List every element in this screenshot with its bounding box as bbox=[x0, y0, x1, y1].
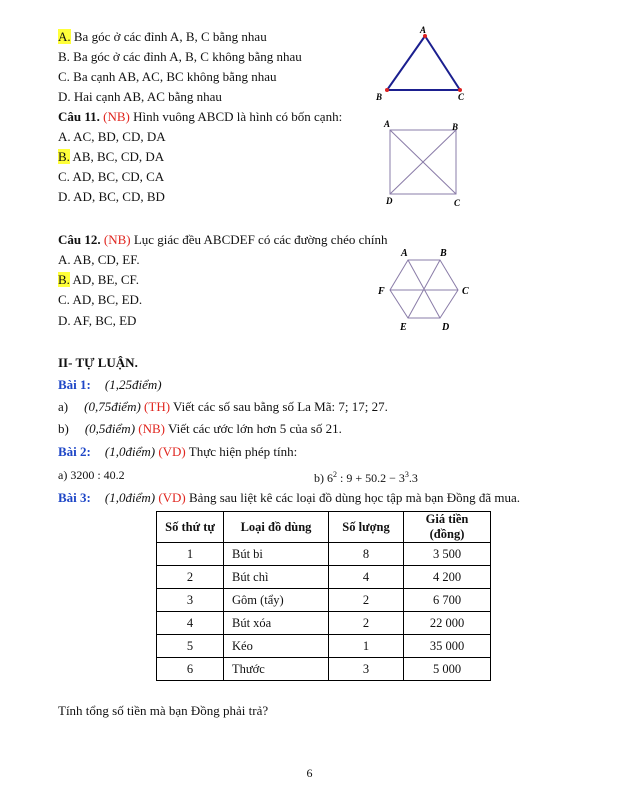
table-cell: Gôm (tẩy) bbox=[224, 589, 329, 612]
table-cell: 1 bbox=[157, 543, 224, 566]
hexagon-label-f: F bbox=[378, 286, 385, 297]
table-cell: 2 bbox=[329, 589, 404, 612]
table-row bbox=[157, 543, 491, 566]
bai3-level: (VD) bbox=[158, 490, 186, 505]
bai1-part-a bbox=[58, 399, 388, 415]
bai3-heading bbox=[58, 490, 520, 506]
q12-option-c: C. AD, BC, ED. bbox=[58, 292, 143, 307]
table-cell: 22 000 bbox=[404, 612, 491, 635]
table-row bbox=[157, 635, 491, 658]
bai3-text: Bảng sau liệt kê các loại đồ dùng học tập mà bạn Đồng đã mua. bbox=[185, 490, 521, 505]
bai1-points: (1,25điểm) bbox=[104, 377, 162, 392]
table-row bbox=[157, 658, 491, 681]
q11-question bbox=[58, 109, 342, 125]
triangle-label-b: B bbox=[376, 92, 383, 102]
triangle-label-c: C bbox=[458, 92, 465, 102]
hexagon-label-b: B bbox=[440, 248, 447, 259]
table-cell: 2 bbox=[157, 566, 224, 589]
table-cell: Bút xóa bbox=[224, 612, 329, 635]
square-label-d: D bbox=[386, 196, 393, 206]
bai1-b-text: Viết các ước lớn hơn 5 của số 21. bbox=[165, 421, 342, 436]
bai2-b-expr-2-sup: 3 bbox=[404, 470, 409, 479]
bai2-b-expr-1: 6 bbox=[327, 471, 333, 485]
q12-level: (NB) bbox=[103, 232, 131, 247]
table-cell: 3 bbox=[157, 589, 224, 612]
page-number: 6 bbox=[306, 766, 313, 780]
supplies-table bbox=[156, 511, 491, 681]
bai1-b-label: b) bbox=[58, 421, 69, 436]
q12-text: Lục giác đều ABCDEF có các đường chéo chính bbox=[130, 232, 388, 247]
bai2-text: Thực hiện phép tính: bbox=[185, 444, 298, 459]
q11-option-b bbox=[58, 149, 164, 165]
table-cell: 5 000 bbox=[404, 658, 491, 681]
q11-title: Câu 11. bbox=[58, 109, 100, 124]
table-cell: Bút chì bbox=[224, 566, 329, 589]
table-row bbox=[157, 612, 491, 635]
table-cell: 5 bbox=[157, 635, 224, 658]
q11-option-d: D. AD, BC, CD, BD bbox=[58, 189, 165, 204]
q11-level: (NB) bbox=[103, 109, 130, 124]
q11-option-b-letter: B. bbox=[58, 149, 70, 164]
closing-question: Tính tổng số tiền mà bạn Đồng phải trả? bbox=[58, 703, 269, 718]
q10-option-a-text: Ba góc ở các đỉnh A, B, C bằng nhau bbox=[70, 29, 267, 44]
bai2-heading bbox=[58, 444, 297, 460]
triangle-figure bbox=[370, 24, 480, 104]
q12-option-d: D. AF, BC, ED bbox=[58, 313, 137, 328]
bai2-part-b bbox=[314, 467, 418, 486]
table-cell: 6 700 bbox=[404, 589, 491, 612]
table-header-row bbox=[157, 512, 491, 543]
q12-option-a: A. AB, CD, EF. bbox=[58, 252, 140, 267]
table-cell: 4 bbox=[329, 566, 404, 589]
bai3-label: Bài 3: bbox=[58, 490, 91, 505]
bai2-level: (VD) bbox=[158, 444, 186, 459]
hexagon-label-d: D bbox=[442, 322, 450, 332]
table-cell: Bút bi bbox=[224, 543, 329, 566]
hexagon-label-c: C bbox=[462, 286, 469, 297]
table-cell: 8 bbox=[329, 543, 404, 566]
q12-question bbox=[58, 232, 387, 248]
triangle-vertex-b bbox=[385, 88, 389, 92]
table-cell: 4 bbox=[157, 612, 224, 635]
q10-option-b: B. Ba góc ở các đỉnh A, B, C không bằng nhau bbox=[58, 49, 302, 64]
table-header: Số lượng bbox=[329, 512, 404, 543]
bai3-points: (1,0điểm) bbox=[104, 490, 156, 505]
q11-option-c: C. AD, BC, CD, CA bbox=[58, 169, 165, 184]
bai2-part-a bbox=[58, 467, 125, 483]
q12-option-b-text: AD, BE, CF. bbox=[69, 272, 139, 287]
square-figure bbox=[378, 118, 478, 210]
table-cell: 2 bbox=[329, 612, 404, 635]
bai1-part-b bbox=[58, 421, 342, 437]
bai2-a-label: a) bbox=[58, 468, 68, 482]
bai1-a-level: (TH) bbox=[144, 399, 171, 414]
table-row bbox=[157, 566, 491, 589]
triangle-label-a: A bbox=[420, 25, 427, 35]
triangle-shape bbox=[387, 36, 460, 90]
q11-text: Hình vuông ABCD là hình có bốn cạnh: bbox=[129, 109, 343, 124]
table-cell: 6 bbox=[157, 658, 224, 681]
bai2-points: (1,0điểm) bbox=[104, 444, 156, 459]
table-cell: 3 500 bbox=[404, 543, 491, 566]
hexagon-label-e: E bbox=[400, 322, 407, 332]
square-label-a: A bbox=[384, 119, 391, 129]
bai1-label: Bài 1: bbox=[58, 377, 91, 392]
bai1-b-points: (0,5điểm) bbox=[84, 421, 136, 436]
bai2-b-expr-3: .3 bbox=[408, 471, 418, 485]
table-header: Loại đồ dùng bbox=[224, 512, 329, 543]
table-cell: 35 000 bbox=[404, 635, 491, 658]
bai1-a-text: Viết các số sau bằng số La Mã: 7; 17; 27. bbox=[170, 399, 388, 414]
q11-option-a: A. AC, BD, CD, DA bbox=[58, 129, 166, 144]
square-label-c: C bbox=[454, 198, 461, 208]
bai1-a-label: a) bbox=[58, 399, 69, 414]
table-header: Số thứ tự bbox=[157, 512, 224, 543]
bai1-a-points: (0,75điểm) bbox=[84, 399, 141, 414]
square-label-b: B bbox=[452, 122, 459, 132]
bai2-label: Bài 2: bbox=[58, 444, 91, 459]
section-title: II- TỰ LUẬN. bbox=[58, 355, 138, 370]
bai2-b-expr-1-sup: 2 bbox=[333, 470, 337, 479]
q10-option-a bbox=[58, 29, 267, 45]
bai1-heading bbox=[58, 377, 162, 393]
q11-option-b-text: AB, BC, CD, DA bbox=[69, 149, 165, 164]
bai1-b-level: (NB) bbox=[138, 421, 165, 436]
table-cell: 1 bbox=[329, 635, 404, 658]
table-cell: Kéo bbox=[224, 635, 329, 658]
bai2-b-label: b) bbox=[314, 471, 324, 485]
table-row bbox=[157, 589, 491, 612]
hexagon-label-a: A bbox=[401, 248, 408, 259]
q10-option-d: D. Hai cạnh AB, AC bằng nhau bbox=[58, 89, 222, 104]
hexagon-figure bbox=[374, 246, 478, 332]
bai2-a-expr: 3200 : 40.2 bbox=[70, 468, 125, 482]
q10-option-c: C. Ba cạnh AB, AC, BC không bằng nhau bbox=[58, 69, 277, 84]
q10-option-a-letter: A. bbox=[58, 29, 71, 44]
q12-title: Câu 12. bbox=[58, 232, 101, 247]
q12-option-b-letter: B. bbox=[58, 272, 70, 287]
table-cell: 4 200 bbox=[404, 566, 491, 589]
table-cell: 3 bbox=[329, 658, 404, 681]
bai2-b-expr-2: : 9 + 50.2 − 3 bbox=[337, 471, 405, 485]
table-cell: Thước bbox=[224, 658, 329, 681]
q12-option-b bbox=[58, 272, 139, 288]
table-header: Giá tiền (đồng) bbox=[404, 512, 491, 543]
